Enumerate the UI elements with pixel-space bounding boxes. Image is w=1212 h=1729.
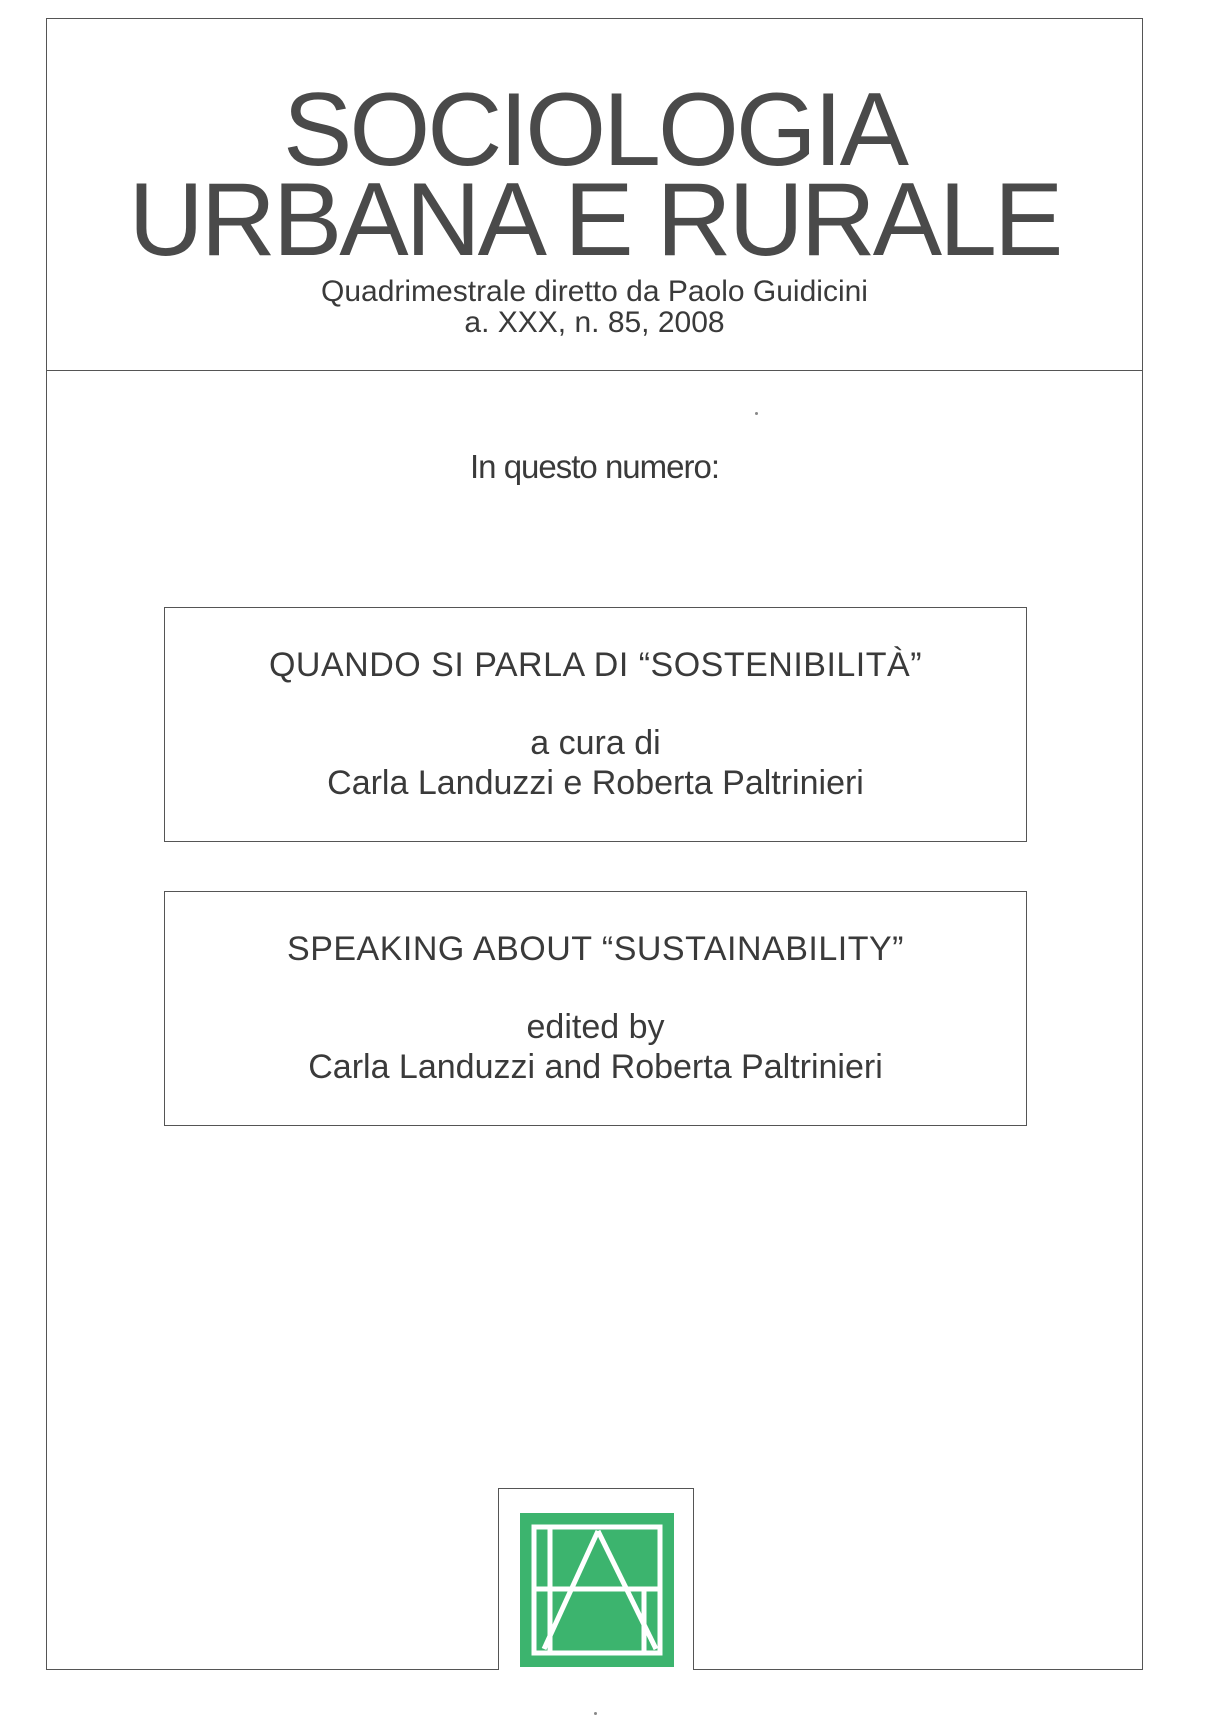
issue-theme-heading: SPEAKING ABOUT “SUSTAINABILITY” bbox=[287, 930, 904, 968]
frame-bottom-rule-right bbox=[693, 1669, 1143, 1670]
journal-issue: a. XXX, n. 85, 2008 bbox=[464, 306, 725, 339]
scan-speck bbox=[755, 412, 758, 415]
contents-heading: In questo numero: bbox=[470, 448, 719, 485]
issue-editor-label: a cura di bbox=[530, 724, 661, 762]
issue-editors: Carla Landuzzi and Roberta Paltrinieri bbox=[308, 1048, 883, 1086]
frame-bottom-rule-left bbox=[46, 1669, 499, 1670]
scan-speck bbox=[594, 1712, 597, 1715]
issue-editors: Carla Landuzzi e Roberta Paltrinieri bbox=[327, 764, 864, 802]
header-divider bbox=[46, 370, 1143, 371]
publisher-logo-icon bbox=[520, 1513, 674, 1667]
journal-title-line-1: SOCIOLOGIA bbox=[282, 72, 907, 188]
journal-subtitle: Quadrimestrale diretto da Paolo Guidicini bbox=[321, 275, 868, 308]
journal-title-line-2: URBANA E RURALE bbox=[128, 162, 1061, 278]
issue-editor-label: edited by bbox=[526, 1008, 665, 1046]
issue-theme-heading: QUANDO SI PARLA DI “SOSTENIBILITÀ” bbox=[268, 646, 923, 684]
issue-theme-box-english bbox=[164, 891, 1027, 1126]
issue-theme-box-italian bbox=[164, 607, 1027, 842]
